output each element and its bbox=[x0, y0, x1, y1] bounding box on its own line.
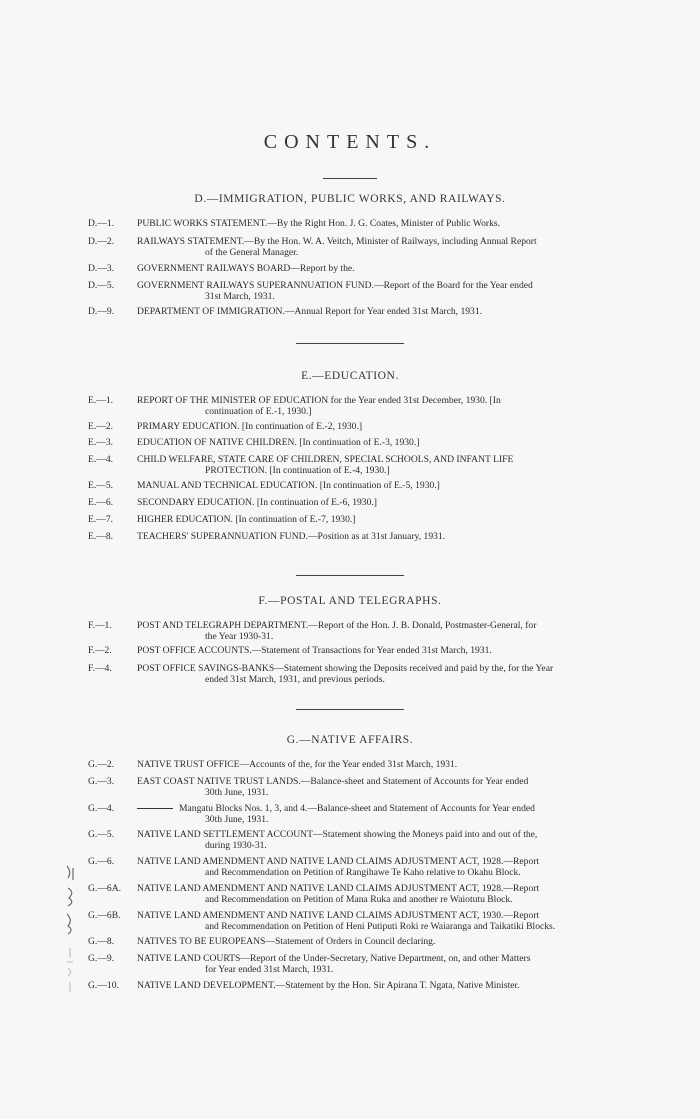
title-rule bbox=[323, 178, 377, 179]
entry-continuation: 31st March, 1931. bbox=[205, 291, 275, 302]
entry-code: G.—2. bbox=[88, 759, 115, 770]
entry-text: HIGHER EDUCATION. [In continuation of E.-7, 1930.] bbox=[137, 514, 356, 525]
entry-text: NATIVE LAND COURTS—Report of the Under-Secretary, Native Department, on, and other Matters bbox=[137, 953, 531, 964]
entry-text: PUBLIC WORKS STATEMENT.—By the Right Hon. J. G. Coates, Minister of Public Works. bbox=[137, 218, 501, 229]
entry-code: E.—2. bbox=[88, 421, 114, 432]
entry-code: G.—3. bbox=[88, 776, 115, 787]
entry-code: E.—6. bbox=[88, 497, 114, 508]
section-divider bbox=[296, 709, 404, 710]
entry-text: NATIVES TO BE EUROPEANS—Statement of Orders in Council declaring. bbox=[137, 936, 436, 947]
entry-code: F.—2. bbox=[88, 645, 112, 656]
entry-text: NATIVE TRUST OFFICE—Accounts of the, for the Year ended 31st March, 1931. bbox=[137, 759, 458, 770]
entry-text: NATIVE LAND SETTLEMENT ACCOUNT—Statement showing the Moneys paid into and out of the, bbox=[137, 829, 538, 840]
entry-code: G.—8. bbox=[88, 936, 115, 947]
section-divider bbox=[296, 575, 404, 576]
entry-continuation: PROTECTION. [In continuation of E.-4, 1930.] bbox=[205, 465, 390, 476]
entry-code: D.—5. bbox=[88, 280, 115, 291]
entry-code: D.—2. bbox=[88, 236, 115, 247]
section-divider bbox=[296, 343, 404, 344]
entry-text: NATIVE LAND DEVELOPMENT.—Statement by the Hon. Sir Apirana T. Ngata, Native Minister. bbox=[137, 980, 520, 991]
entry-text: MANUAL AND TECHNICAL EDUCATION. [In continuation of E.-5, 1930.] bbox=[137, 480, 440, 491]
section-heading-g: G.—NATIVE AFFAIRS. bbox=[286, 734, 414, 746]
entry-continuation: 30th June, 1931. bbox=[205, 787, 269, 798]
entry-text: REPORT OF THE MINISTER OF EDUCATION for the Year ended 31st December, 1930. [In bbox=[137, 395, 501, 406]
entry-code: G.—6B. bbox=[88, 910, 121, 921]
margin-stamp-graphic bbox=[64, 862, 78, 1002]
entry-continuation: during 1930-31. bbox=[205, 840, 267, 851]
section-heading-e: E.—EDUCATION. bbox=[301, 370, 399, 382]
entry-code: E.—3. bbox=[88, 437, 114, 448]
entry-continuation: and Recommendation on Petition of Mana Ruka and another re Waiotutu Block. bbox=[205, 894, 513, 905]
entry-text: POST AND TELEGRAPH DEPARTMENT.—Report of the Hon. J. B. Donald, Postmaster-General, for bbox=[137, 620, 537, 631]
entry-continuation: ended 31st March, 1931, and previous periods. bbox=[205, 674, 385, 685]
entry-continuation: continuation of E.-1, 1930.] bbox=[205, 406, 312, 417]
entry-continuation: and Recommendation on Petition of Heni Putiputi Roki re Waiaranga and Taikatiki Blocks. bbox=[205, 921, 556, 932]
page-title: CONTENTS. bbox=[263, 131, 437, 153]
entry-text: NATIVE LAND AMENDMENT AND NATIVE LAND CLAIMS ADJUSTMENT ACT, 1928.—Report bbox=[137, 856, 540, 867]
entry-code: E.—4. bbox=[88, 454, 114, 465]
entry-continuation: for Year ended 31st March, 1931. bbox=[205, 964, 334, 975]
entry-text: NATIVE LAND AMENDMENT AND NATIVE LAND CLAIMS ADJUSTMENT ACT, 1930.—Report bbox=[137, 910, 540, 921]
margin-stamp bbox=[64, 862, 78, 1002]
entry-text-content: Mangatu Blocks Nos. 1, 3, and 4.—Balance-sheet and Statement of Accounts for Year ended bbox=[179, 803, 535, 814]
entry-code: E.—7. bbox=[88, 514, 114, 525]
entry-text: EAST COAST NATIVE TRUST LANDS.—Balance-sheet and Statement of Accounts for Year ended bbox=[137, 776, 529, 787]
entry-code: D.—9. bbox=[88, 306, 115, 317]
entry-text: POST OFFICE ACCOUNTS.—Statement of Transactions for Year ended 31st March, 1931. bbox=[137, 645, 492, 656]
entry-continuation: 30th June, 1931. bbox=[205, 814, 269, 825]
entry-text: GOVERNMENT RAILWAYS SUPERANNUATION FUND.—Report of the Board for the Year ended bbox=[137, 280, 533, 291]
entry-continuation: and Recommendation on Petition of Rangihawe Te Kaho relative to Okahu Block. bbox=[205, 867, 521, 878]
entry-text: RAILWAYS STATEMENT.—By the Hon. W. A. Veitch, Minister of Railways, including Annual Report bbox=[137, 236, 537, 247]
section-heading-d: D.—IMMIGRATION, PUBLIC WORKS, AND RAILWAYS. bbox=[194, 193, 506, 205]
entry-text: PRIMARY EDUCATION. [In continuation of E.-2, 1930.] bbox=[137, 421, 363, 432]
entry-code: E.—1. bbox=[88, 395, 114, 406]
entry-text: TEACHERS' SUPERANNUATION FUND.—Position as at 31st January, 1931. bbox=[137, 531, 446, 542]
entry-code: G.—5. bbox=[88, 829, 115, 840]
entry-code: D.—3. bbox=[88, 263, 115, 274]
entry-code: G.—6. bbox=[88, 856, 115, 867]
entry-continuation: of the General Manager. bbox=[205, 247, 299, 258]
entry-continuation: the Year 1930-31. bbox=[205, 631, 274, 642]
entry-text: POST OFFICE SAVINGS-BANKS—Statement showing the Deposits received and paid by the, for the Year bbox=[137, 663, 554, 674]
entry-code: E.—8. bbox=[88, 531, 114, 542]
entry-code: D.—1. bbox=[88, 218, 115, 229]
entry-text: NATIVE LAND AMENDMENT AND NATIVE LAND CLAIMS ADJUSTMENT ACT, 1928.—Report bbox=[137, 883, 540, 894]
entry-text: DEPARTMENT OF IMMIGRATION.—Annual Report for Year ended 31st March, 1931. bbox=[137, 306, 483, 317]
ditto-dash bbox=[137, 808, 173, 809]
entry-text: GOVERNMENT RAILWAYS BOARD—Report by the. bbox=[137, 263, 355, 274]
entry-code: E.—5. bbox=[88, 480, 114, 491]
entry-text: CHILD WELFARE, STATE CARE OF CHILDREN, SPECIAL SCHOOLS, AND INFANT LIFE bbox=[137, 454, 514, 465]
entry-code: G.—10. bbox=[88, 980, 119, 991]
entry-code: G.—9. bbox=[88, 953, 115, 964]
entry-code: F.—1. bbox=[88, 620, 112, 631]
entry-code: G.—6A. bbox=[88, 883, 122, 894]
entry-code: F.—4. bbox=[88, 663, 112, 674]
section-heading-f: F.—POSTAL AND TELEGRAPHS. bbox=[258, 595, 442, 607]
entry-text bbox=[137, 803, 605, 814]
entry-text: EDUCATION OF NATIVE CHILDREN. [In continuation of E.-3, 1930.] bbox=[137, 437, 420, 448]
entry-text: SECONDARY EDUCATION. [In continuation of E.-6, 1930.] bbox=[137, 497, 377, 508]
entry-code: G.—4. bbox=[88, 803, 115, 814]
